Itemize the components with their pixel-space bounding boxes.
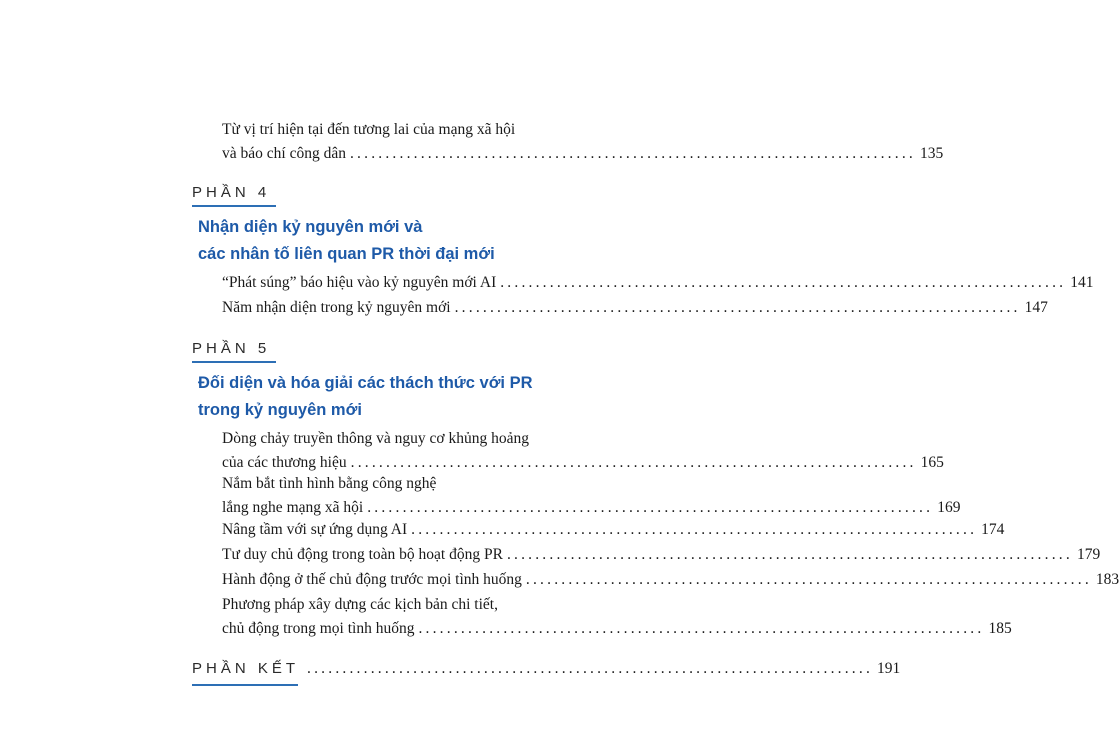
toc-entry-final: [192, 658, 901, 680]
toc-entry-text: và báo chí công dân: [222, 145, 346, 162]
toc-entry: [222, 472, 961, 520]
toc-entry-text: của các thương hiệu: [222, 454, 347, 471]
toc-page-number: 135: [919, 145, 944, 162]
toc-entry-line: [222, 271, 1094, 295]
toc-entry-text: Phương pháp xây dựng các kịch bản chi tiết,: [222, 596, 498, 613]
part-underline: [192, 205, 276, 207]
dot-leader: ................................................................................: [411, 521, 978, 538]
toc-entry-text: lắng nghe mạng xã hội: [222, 499, 364, 516]
toc-entry: [222, 543, 1101, 567]
toc-page-number: 174: [981, 521, 1005, 538]
part-label: [192, 184, 270, 201]
part-label-text: PHẦN 5: [192, 340, 271, 357]
toc-entry: [222, 271, 1094, 295]
toc-entry-text: Năm nhận diện trong kỷ nguyên mới: [222, 299, 451, 316]
part-title-line: các nhân tố liên quan PR thời đại mới: [198, 245, 495, 263]
part-label: [192, 658, 299, 680]
part-title: [198, 370, 533, 424]
toc-entry-text: Nắm bắt tình hình bằng công nghệ: [222, 475, 437, 492]
toc-entry-text: “Phát súng” báo hiệu vào kỷ nguyên mới AI: [222, 274, 497, 291]
toc-entry: [222, 593, 1012, 641]
toc-page-number: 147: [1024, 299, 1048, 316]
toc-entry-text: Dòng chảy truyền thông và nguy cơ khủng hoảng: [222, 430, 529, 447]
toc-entry: [222, 568, 1119, 592]
dot-leader: ................................................................................: [506, 546, 1073, 563]
toc-page-number: 183: [1095, 571, 1119, 588]
toc-entry-text: Tư duy chủ động trong toàn bộ hoạt động PR: [222, 546, 503, 563]
toc-entry: [222, 296, 1048, 320]
dot-leader: ................................................................................: [307, 660, 874, 677]
toc-entry-text: Hành động ở thế chủ động trước mọi tình huống: [222, 571, 522, 588]
toc-page-number: 165: [920, 454, 944, 471]
part-label-text: PHẦN KẾT: [192, 660, 300, 677]
dot-leader: ................................................................................: [350, 454, 917, 471]
toc-page-number: 141: [1070, 274, 1094, 291]
dot-leader: ................................................................................: [525, 571, 1092, 588]
toc-entry-line: [222, 568, 1119, 592]
toc-page-number: 191: [877, 660, 901, 677]
toc-page-number: 179: [1076, 546, 1101, 563]
toc-entry-line: [222, 118, 558, 142]
toc-page-number: 169: [937, 499, 961, 516]
toc-entry: [222, 518, 1005, 542]
dot-leader: ................................................................................: [349, 145, 916, 162]
toc-entry-line: [222, 142, 944, 166]
toc-entry-text: Từ vị trí hiện tại đến tương lai của mạng xã hội: [222, 121, 516, 138]
toc-entry: [222, 427, 944, 475]
toc-entry-line: [222, 518, 1005, 542]
part-label-text: PHẦN 4: [192, 184, 271, 201]
toc-entry-line: [222, 496, 961, 520]
toc-entry-line: [222, 427, 558, 451]
toc-entry-text: Nâng tầm với sự ứng dụng AI: [222, 521, 408, 538]
toc-entry-line: [222, 543, 1101, 567]
part-title-line: trong kỷ nguyên mới: [198, 401, 362, 419]
toc-page-number: 185: [988, 620, 1012, 637]
part-title-line: Đối diện và hóa giải các thách thức với PR: [198, 374, 533, 392]
part-title-line: Nhận diện kỷ nguyên mới và: [198, 218, 423, 236]
toc-entry-text: chủ động trong mọi tình huống: [222, 620, 415, 637]
dot-leader: ................................................................................: [367, 499, 934, 516]
toc-entry-line: [222, 593, 558, 617]
part-title: [198, 214, 495, 268]
part-label: [192, 340, 270, 357]
part-underline: [192, 684, 298, 686]
toc-entry-line: [222, 472, 558, 496]
toc-entry: [222, 118, 944, 166]
toc-entry-line: [222, 617, 1012, 641]
part-underline: [192, 361, 276, 363]
dot-leader: ................................................................................: [454, 299, 1021, 316]
dot-leader: ................................................................................: [500, 274, 1067, 291]
dot-leader: ................................................................................: [418, 620, 985, 637]
toc-entry-line: [222, 296, 1048, 320]
